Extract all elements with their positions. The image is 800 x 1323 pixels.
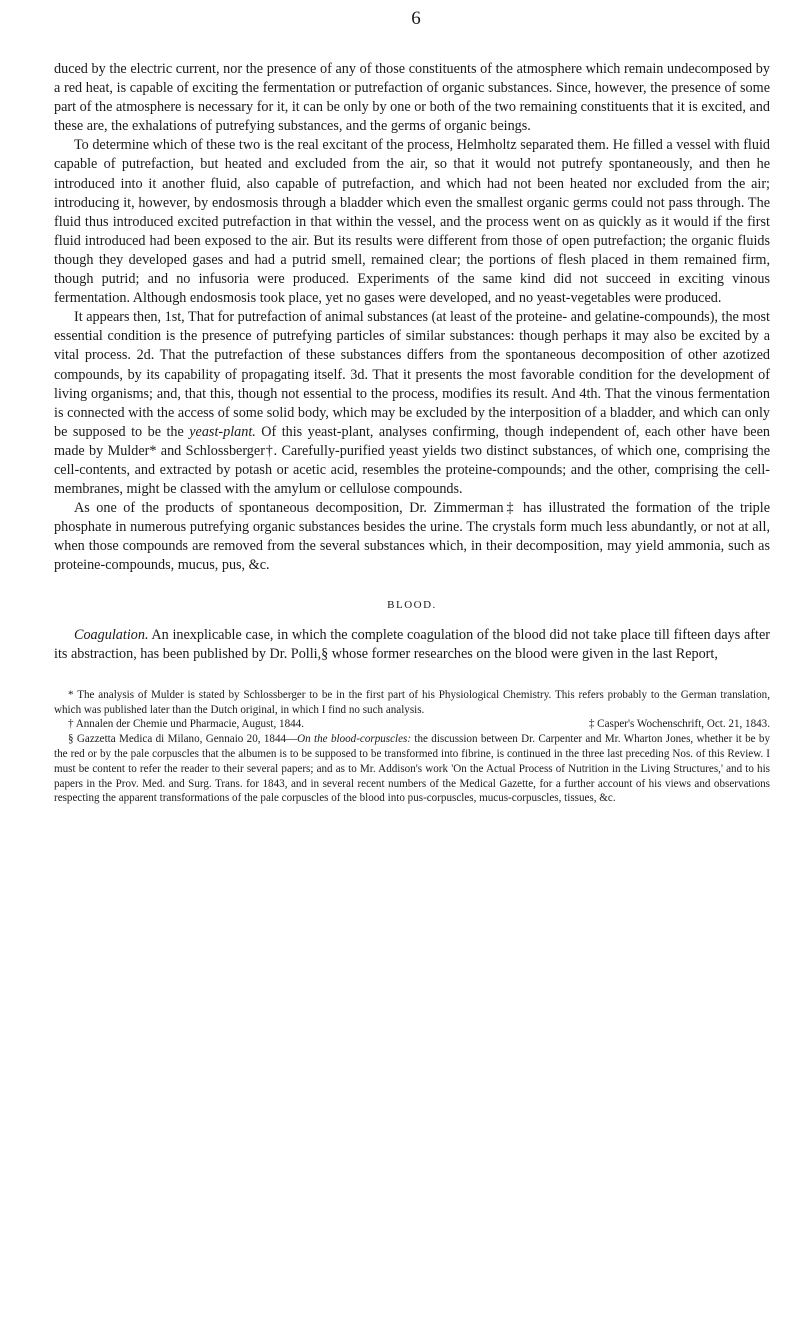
footnote-row-annalen-casper	[54, 717, 770, 732]
paragraph-coagulation	[54, 626, 770, 664]
coagulation-text: An inexplicable case, in which the complete coagulation of the blood did not take place till fifteen days after its abstraction, has been published by Dr. Polli,§ whose former researches on the blood were given in the last Report,	[54, 626, 770, 662]
section-heading-blood: BLOOD.	[387, 598, 437, 611]
page	[54, 8, 770, 806]
footnote-gazzetta-title: On the blood-corpuscles:	[297, 733, 412, 746]
coagulation-run-in: Coagulation.	[74, 626, 149, 643]
paragraph-3	[54, 308, 770, 499]
paragraph-3-text-a: It appears then, 1st, That for putrefaction of animal substances (at least of the proteine- and gelatine-compounds), the most essential condition is the presence of putrefying particles of similar substances: though perhaps it may also be excited by a vital process. 2d. That the putrefaction of these substances differs from the spontaneous decomposition of other azotized compounds, by its capability of propagating itself. 3d. That it presents the most favorable condition for the development of living organisms; and, that this, though not essential to the process, modifies its result. And 4th. That the vinous fermentation is connected with the access of some solid body, which may be excluded by the interposition of a bladder, and which can only be supposed to be the	[54, 309, 770, 440]
yeast-plant-term: yeast-plant.	[189, 423, 256, 440]
paragraph-2: To determine which of these two is the real excitant of the process, Helmholtz separated them. He filled a vessel with fluid capable of putrefaction, but heated and excluded from the air, so that it would not putrefy spontaneously, and then he introduced into it another fluid, also capable of putrefaction, and which had not been heated nor excluded from the air; introducing it, however, by endosmosis through a bladder which even the smallest organic germs could not pass through. The fluid thus introduced excited putrefaction in that within the vessel, and the process went on as quickly as it would if the first fluid introduced had been exposed to the air. But its results were different from those of open putrefaction; the organic fluids though they developed gases and had a putrid smell, remained clear; the portions of flesh placed in them remained firm, though putrid; and no infusoria were produced. Experiments of the same kind did not succeed in exciting vinous fermentation. Although endosmosis took place, yet no gases were developed, and no yeast-vegetables were produced.	[54, 137, 770, 307]
footnote-casper: ‡ Casper's Wochenschrift, Oct. 21, 1843.	[588, 718, 770, 731]
footnote-annalen: † Annalen der Chemie und Pharmacie, August, 1844.	[68, 718, 305, 731]
footnote-gazzetta-text-b: the discussion between Dr. Carpenter and Mr. Wharton Jones, whether it be by the red or by the pale corpuscles that the albumen is to be supposed to be transformed into fibrine, is continued in the three last preceding Nos. of this Review. I must be content to refer the reader to their several papers; and as to Mr. Addison's work 'On the Actual Process of Nutrition in the Living Structures,' and to his papers in the Prov. Med. and Surg. Trans. for 1843, and in several recent numbers of the Medical Gazette, for a further account of his views and observations respecting the apparent transformations of the pale corpuscles of the blood into pus-corpuscles, mucus-corpuscles, tissues, &c.	[54, 733, 770, 805]
paragraph-4: As one of the products of spontaneous decomposition, Dr. Zimmerman‡ has illustrated the formation of the triple phosphate in numerous putrefying organic substances besides the urine. The crystals form much less abundantly, or not at all, when those compounds are removed from the several substances which, in their decomposition, may yield ammonia, such as proteine-compounds, mucus, pus, &c.	[54, 500, 770, 574]
footnotes	[54, 688, 770, 806]
paragraph-3-text-b: Of this yeast-plant, analyses confirming, though independent of, each other have been made by Mulder* and Schlossberger†. Carefully-purified yeast yields two distinct substances, of which one, comprising the cell-contents, and extracted by potash or acetic acid, resembles the proteine-compounds; and the other, comprising the cell-membranes, might be classed with the amylum or cellulose compounds.	[54, 423, 770, 498]
page-number: 6	[411, 8, 421, 29]
footnote-mulder: * The analysis of Mulder is stated by Schlossberger to be in the first part of his Physiological Chemistry. This refers probably to the German translation, which was published later than the Dutch original, in which I find no such analysis.	[54, 688, 770, 716]
paragraph-1: duced by the electric current, nor the presence of any of those constituents of the atmosphere which remain undecomposed by a red heat, is capable of exciting the fermentation or putrefaction of organic substances. Since, however, the presence of some part of the atmosphere is necessary for it, it can be only by one or both of the two remaining constituents that it is excited, and these are, the exhalations of putrefying substances, and the germs of organic beings.	[54, 61, 770, 135]
footnote-gazzetta	[54, 732, 770, 806]
footnote-gazzetta-text-a: § Gazzetta Medica di Milano, Gennaio 20, 1844—	[68, 733, 298, 746]
